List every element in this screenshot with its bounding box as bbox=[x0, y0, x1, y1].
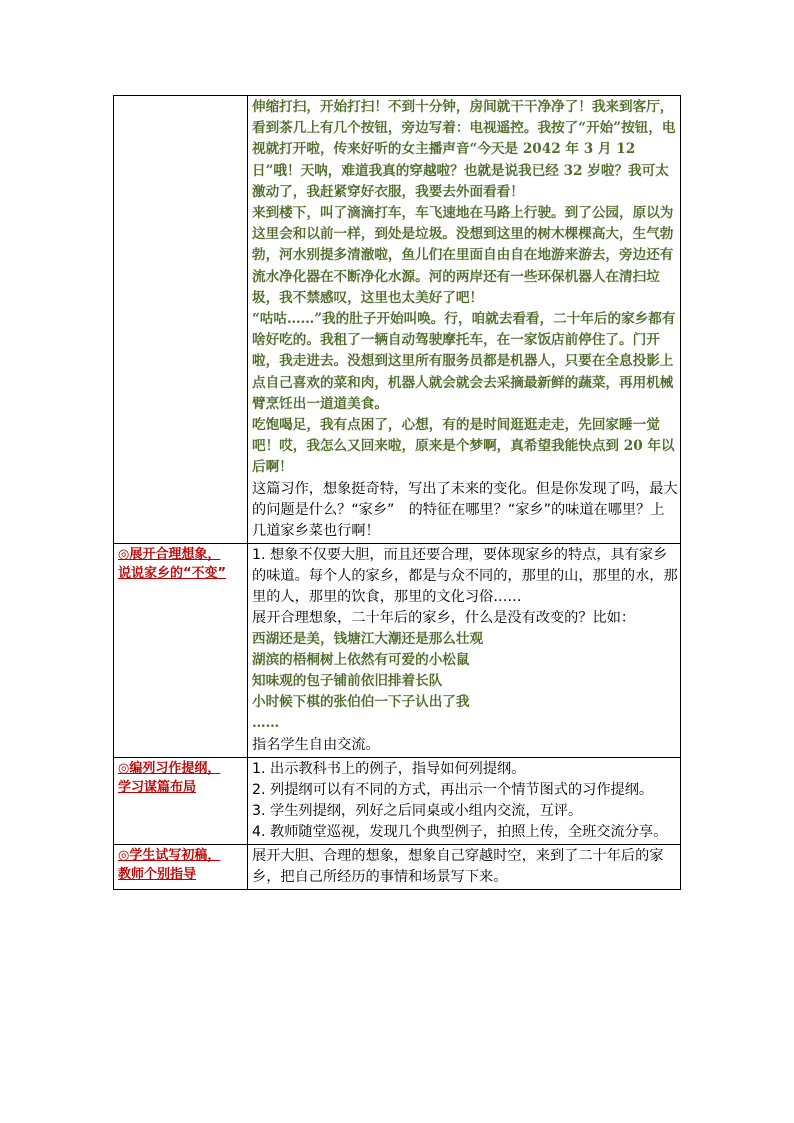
step-title-draft bbox=[114, 844, 248, 889]
imagination-row bbox=[114, 543, 681, 757]
example-item: 西湖还是美，钱塘江大潮还是那么壮观 bbox=[252, 630, 484, 647]
draft-content bbox=[248, 844, 681, 889]
step-title-line: ◎学生试写初稿， bbox=[118, 847, 221, 863]
example-item: 小时候下棋的张伯伯一下子认出了我 bbox=[252, 694, 470, 711]
step-title-line: ◎展开合理想象， bbox=[118, 546, 221, 562]
example-item: 湖滨的梧桐树上依然有可爱的小松鼠 bbox=[252, 651, 470, 668]
outline-item: 4. 教师随堂巡视，发现几个典型例子，拍照上传，全班交流分享。 bbox=[252, 823, 668, 840]
outline-item: 1. 出示教科书上的例子，指导如何列提纲。 bbox=[252, 760, 526, 777]
imagination-question: 展开合理想象，二十年后的家乡，什么是没有改变的？比如： bbox=[252, 609, 636, 626]
lesson-plan-table bbox=[113, 95, 681, 890]
imagination-closing: 指名学生自由交流。 bbox=[252, 736, 380, 753]
imagination-content bbox=[248, 543, 681, 757]
essay-paragraph: 伸缩打扫，开始打扫！不到十分钟，房间就干干净净了！我来到客厅，看到茶几上有几个按钮，旁边写着：电视遥控。我按了“开始”按钮，电视就打开啦，传来好听的女主播声音“今天是 2042 年 3 月 12 日”哦！天呐，难道我真的穿越啦？也就是说我已经 32 岁啦？我可太激动了，我赶紧穿好衣服，我要去外面看看！ bbox=[252, 99, 676, 200]
step-title-line: 学习谋篇布局 bbox=[118, 779, 197, 795]
empty-step-cell bbox=[114, 96, 248, 544]
student-essay-sample bbox=[252, 97, 678, 479]
essay-paragraph: “咕咕……”我的肚子开始叫唤。行，咱就去看看，二十年后的家乡都有啥好吃的。我租了一辆自动驾驶摩托车，在一家饭店前停住了。门开啦，我走进去。没想到这里所有服务员都是机器人，只要在全息投影上点自己喜欢的菜和肉，机器人就会就会去采摘最新鲜的蔬菜，再用机械臂烹饪出一道道美食。 bbox=[252, 311, 676, 412]
draft-row bbox=[114, 844, 681, 889]
step-title-line: 说说家乡的“不变” bbox=[118, 565, 227, 581]
outline-content bbox=[248, 757, 681, 844]
step-title-line: 教师个别指导 bbox=[118, 866, 197, 882]
essay-sample-row bbox=[114, 96, 681, 544]
outline-row bbox=[114, 757, 681, 844]
example-item: 知味观的包子铺前依旧排着长队 bbox=[252, 673, 443, 690]
outline-item: 2. 列提纲可以有不同的方式，再出示一个情节图式的习作提纲。 bbox=[252, 781, 654, 798]
step-title-outline bbox=[114, 757, 248, 844]
step-title-line: ◎编列习作提纲， bbox=[118, 760, 221, 776]
essay-sample-cell bbox=[248, 96, 681, 544]
outline-item: 3. 学生列提纲，列好之后同桌或小组内交流，互评。 bbox=[252, 802, 583, 819]
imagination-intro: 1. 想象不仅要大胆，而且还要合理，要体现家乡的特点，具有家乡的味道。每个人的家乡，都是与众不同的，那里的山，那里的水，那里的人，那里的饮食，那里的文化习俗…… bbox=[252, 546, 678, 605]
step-title-imagination bbox=[114, 543, 248, 757]
draft-text: 展开大胆、合理的想象，想象自己穿越时空，来到了二十年后的家乡，把自己所经历的事情和场景写下来。 bbox=[252, 847, 664, 885]
essay-paragraph: 吃饱喝足，我有点困了，心想，有的是时间逛逛走走，先回家睡一觉吧！哎，我怎么又回来啦，原来是个梦啊，真希望我能快点到 20 年以后啊！ bbox=[252, 417, 675, 476]
teacher-comment: 这篇习作，想象挺奇特，写出了未来的变化。但是你发现了吗，最大的问题是什么？“家乡” 的特征在哪里？“家乡”的味道在哪里？上几道家乡菜也行啊！ bbox=[252, 480, 678, 539]
example-list bbox=[252, 629, 678, 735]
essay-paragraph: 来到楼下，叫了滴滴打车，车飞速地在马路上行驶。到了公园，原以为这里会和以前一样，到处是垃圾。没想到这里的树木棵棵高大，生气勃勃，河水别提多清澈啦，鱼儿们在里面自由自在地游来游去，旁边还有流水净化器在不断净化水源。河的两岸还有一些环保机器人在清扫垃圾，我不禁感叹，这里也太美好了吧！ bbox=[252, 205, 674, 306]
example-item: …… bbox=[252, 715, 280, 732]
